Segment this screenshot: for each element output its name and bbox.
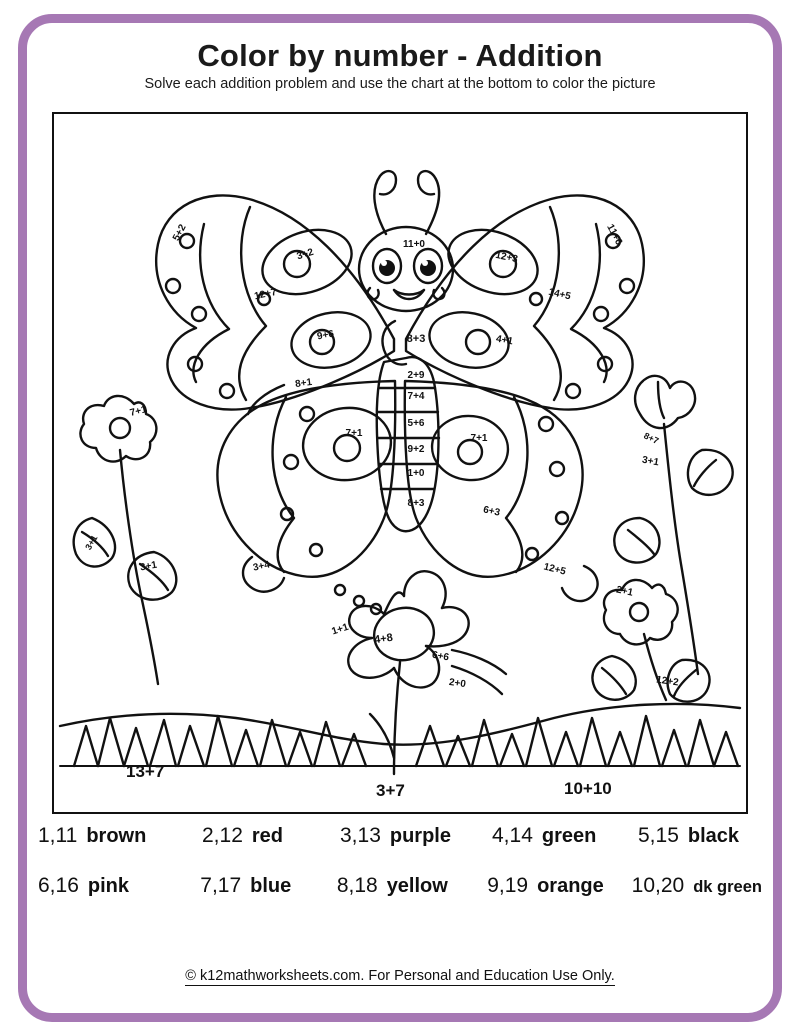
math-problem-label: 8+7 [642, 430, 661, 447]
math-problem-label: 12+7 [253, 286, 278, 303]
page-title: Color by number - Addition [197, 38, 603, 73]
math-problem-label: 7+1 [470, 433, 488, 444]
legend-numbers: 3,13 [340, 824, 381, 847]
legend-color-name: orange [537, 875, 604, 897]
color-key-legend [38, 824, 762, 924]
legend-numbers: 7,17 [200, 874, 242, 897]
math-problem-label: 2+9 [407, 370, 425, 381]
math-problem-label: 3+1 [139, 559, 158, 574]
legend-item-2 [202, 824, 340, 848]
legend-color-name: red [251, 825, 283, 847]
legend-item-1 [38, 824, 202, 848]
math-problem-label: 7+1 [128, 404, 148, 419]
legend-numbers: 6,16 [38, 874, 79, 897]
legend-item-10 [632, 874, 762, 898]
legend-color-name: yellow [386, 875, 448, 897]
legend-item-9 [487, 874, 631, 898]
math-problem-label: 3+4 [252, 559, 271, 574]
math-problem-label: 9+2 [407, 444, 425, 455]
math-problem-label: 11+0 [403, 239, 425, 250]
math-problem-label: 1+1 [330, 621, 350, 638]
math-problem-label: 6+6 [431, 649, 450, 664]
legend-numbers: 2,12 [202, 824, 243, 847]
legend-numbers: 9,19 [487, 874, 529, 897]
legend-numbers: 4,14 [492, 824, 533, 847]
math-problem-label: 14+5 [547, 286, 572, 303]
legend-color-name: blue [250, 875, 292, 897]
legend-numbers: 8,18 [336, 874, 378, 897]
math-problem-label: 2+0 [448, 676, 467, 691]
math-problem-label: 4+1 [495, 333, 514, 348]
math-problem-label: 8+3 [407, 498, 425, 509]
legend-row-1 [38, 824, 762, 874]
legend-item-5 [638, 824, 739, 848]
math-problem-label-large: 13+7 [126, 762, 165, 781]
math-problem-label-large: 3+7 [376, 781, 405, 800]
legend-item-7 [200, 874, 337, 898]
legend-color-name: black [687, 825, 740, 847]
legend-color-name: pink [87, 875, 129, 897]
butterfly-coloring-illustration [54, 114, 746, 812]
math-problem-label: 6+3 [482, 504, 501, 519]
math-problem-label: 7+1 [345, 428, 363, 439]
legend-item-3 [340, 824, 492, 848]
legend-row-2 [38, 874, 762, 924]
math-problem-label: 3+1 [83, 533, 100, 552]
math-problem-label: 5+6 [407, 418, 425, 429]
footer-text: © k12mathworksheets.com. For Personal and Education Use Only. [185, 968, 615, 984]
math-problem-label: 5+2 [170, 222, 189, 243]
coloring-picture-box [52, 112, 748, 814]
math-problem-label: 12+2 [655, 674, 680, 689]
math-problem-label: 9+6 [316, 328, 335, 343]
legend-item-8 [337, 874, 487, 898]
legend-numbers: 5,15 [638, 824, 679, 847]
math-problem-label: 3+2 [295, 246, 315, 263]
math-problem-label: 3+1 [641, 454, 660, 469]
math-problem-label: 12+5 [542, 561, 567, 578]
math-problem-label: 7+4 [407, 391, 425, 402]
math-problem-label: 12+3 [494, 249, 519, 266]
footer-credit [0, 968, 800, 984]
math-problem-label: 11+6 [604, 222, 625, 248]
legend-color-name: green [541, 825, 597, 847]
math-problem-label: 2+1 [615, 584, 634, 599]
legend-color-name: purple [389, 825, 451, 847]
legend-item-6 [38, 874, 200, 898]
math-problem-label: 1+0 [407, 468, 425, 479]
legend-color-name: brown [86, 825, 147, 847]
legend-item-4 [492, 824, 638, 848]
legend-numbers: 1,11 [38, 824, 78, 847]
page-subtitle: Solve each addition problem and use the chart at the bottom to color the picture [144, 76, 656, 92]
math-problem-label-large: 10+10 [564, 779, 612, 798]
math-problem-label: 8+1 [294, 376, 313, 391]
legend-color-name: dk green [693, 878, 762, 896]
math-problem-label: 8+3 [406, 333, 426, 345]
legend-numbers: 10,20 [631, 874, 685, 897]
math-problem-label: 4+8 [373, 631, 394, 647]
